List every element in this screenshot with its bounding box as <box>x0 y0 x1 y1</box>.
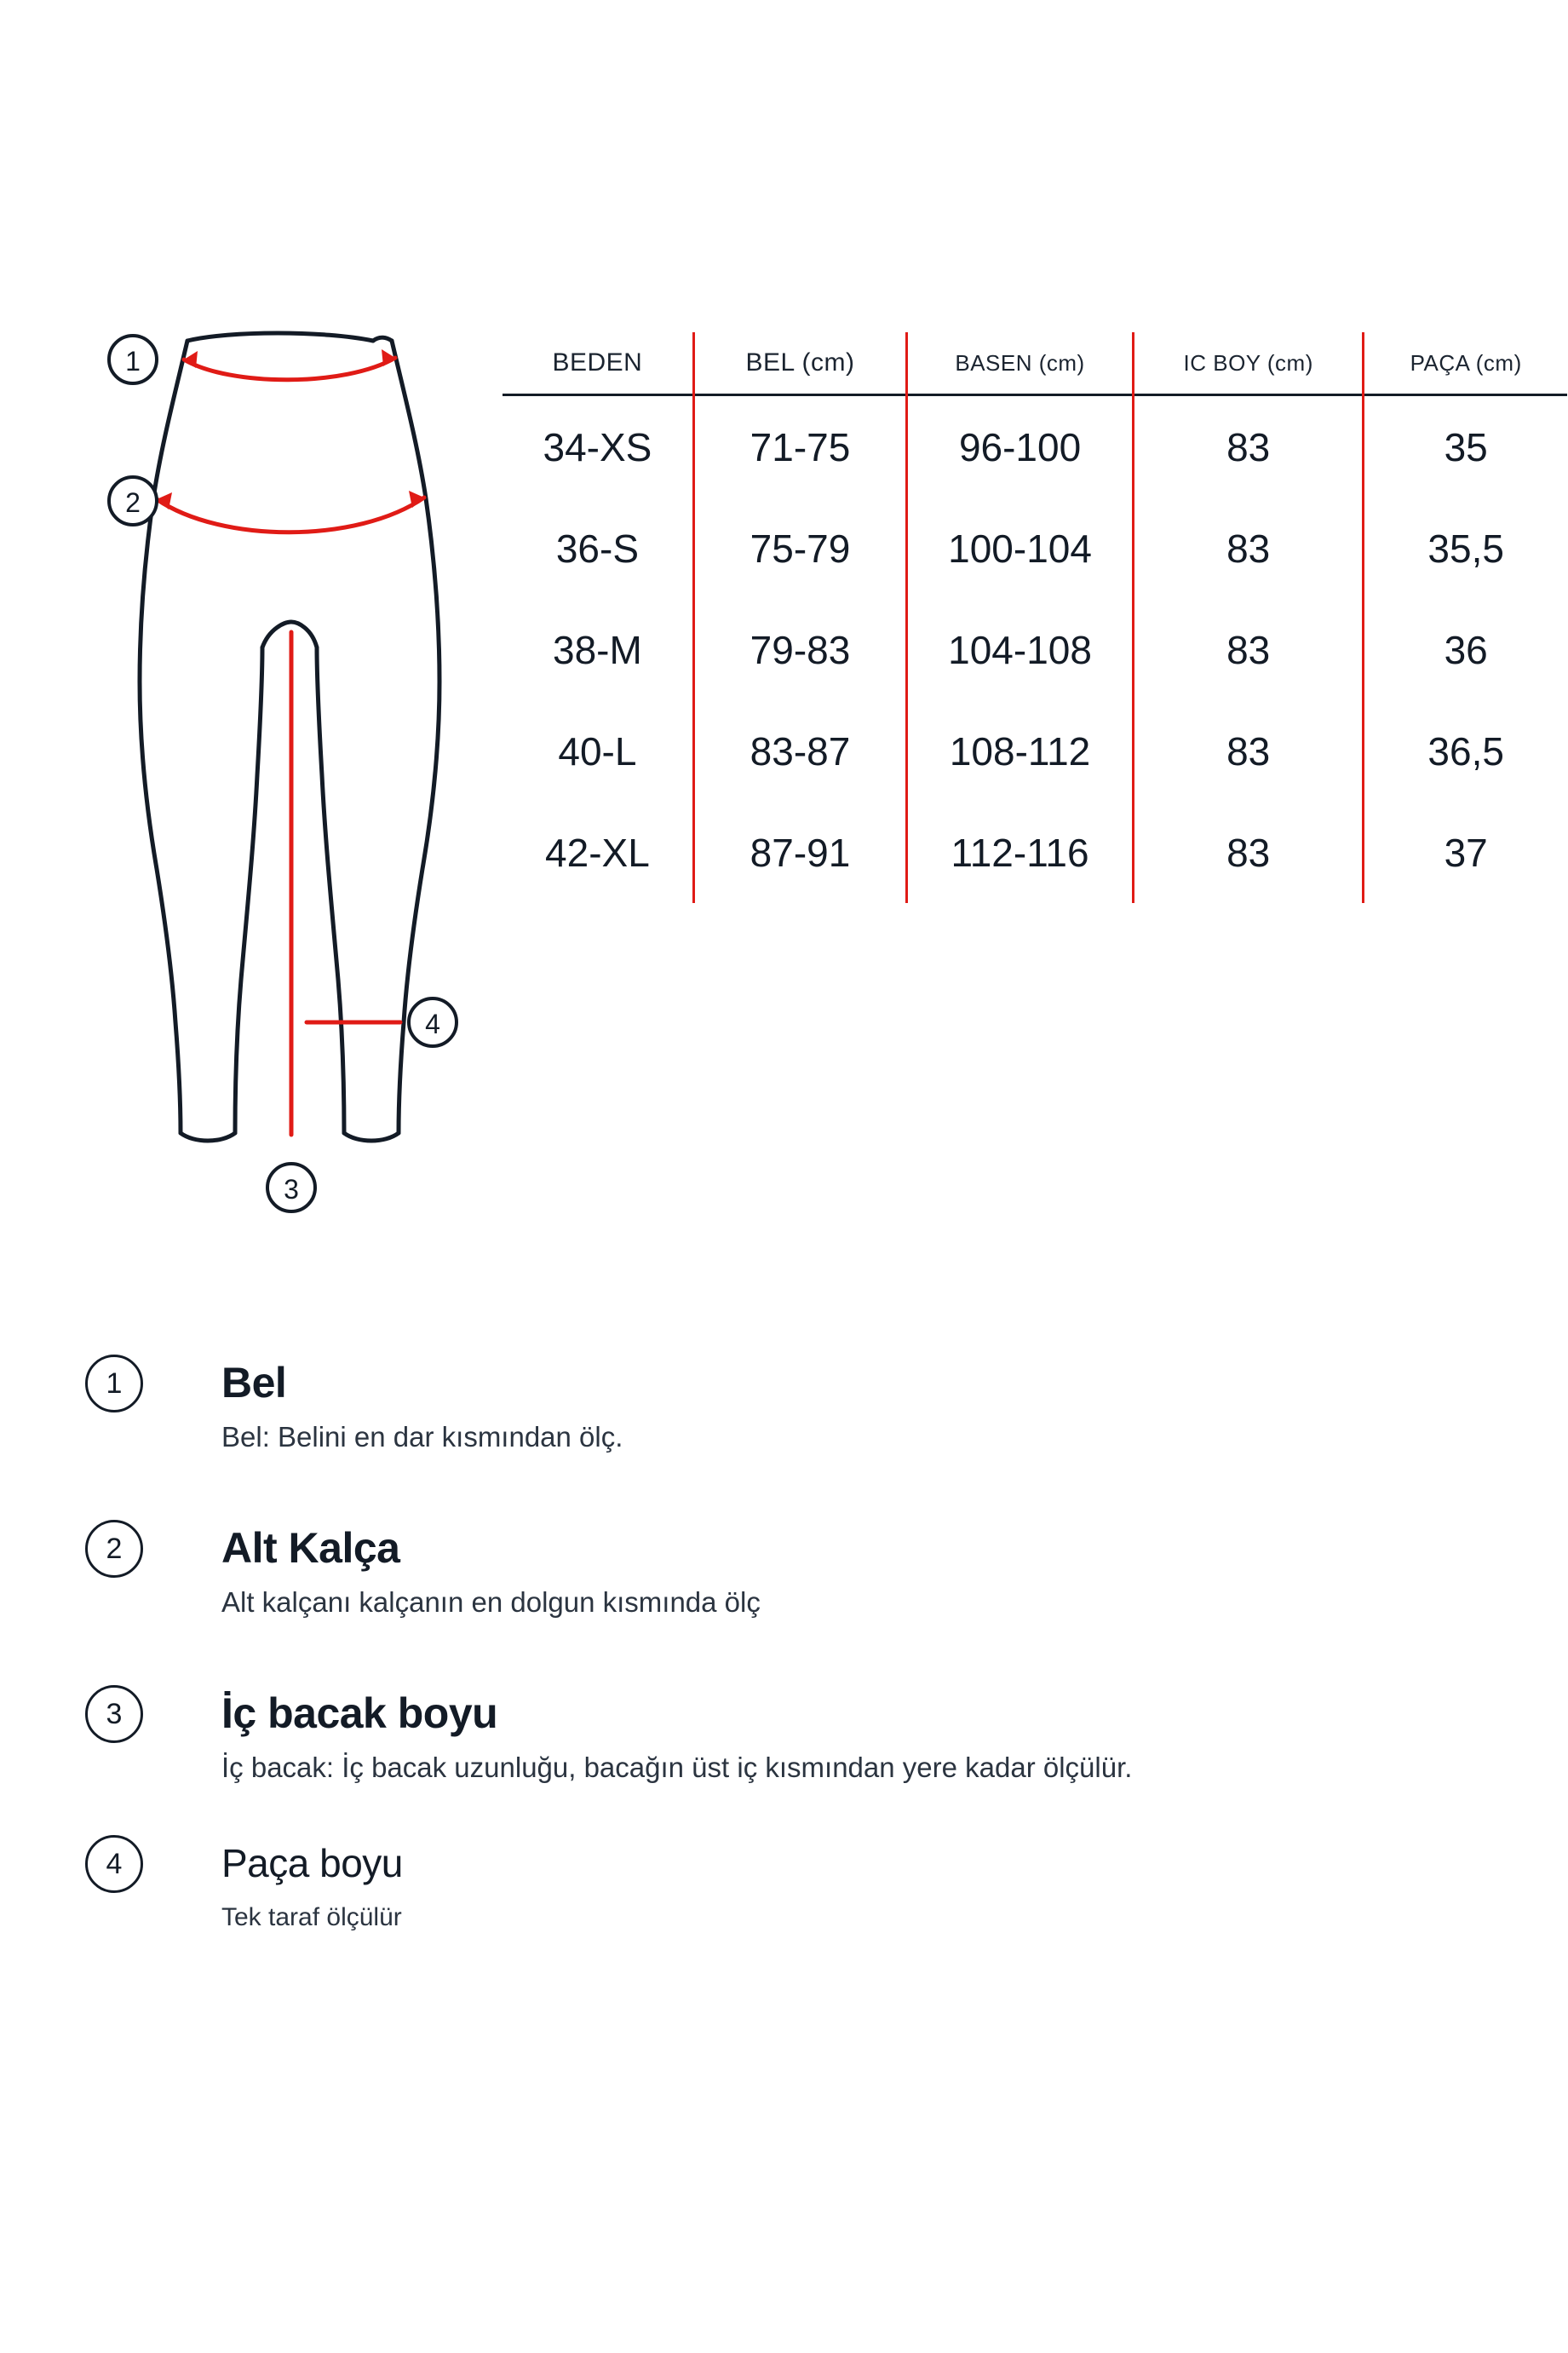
hip-measure-line <box>157 498 424 532</box>
legend-title-paca: Paça boyu <box>221 1841 403 1885</box>
cell-basen: 104-108 <box>907 599 1134 700</box>
table-row <box>503 802 1567 903</box>
legend-desc-alt-kalca: Alt kalçanı kalçanın en dolgun kısmında ölç <box>221 1586 761 1618</box>
legend-title-ic-bacak: İç bacak boyu <box>221 1689 498 1737</box>
legend-item-ic-bacak <box>0 1685 1568 1787</box>
table-row <box>503 395 1567 498</box>
legend-desc-bel: Bel: Belini en dar kısmından ölç. <box>221 1421 623 1453</box>
cell-ic-boy: 83 <box>1133 395 1363 498</box>
legend-badge-2: 2 <box>85 1520 143 1578</box>
cell-beden: 36-S <box>555 526 639 571</box>
legend-badge-4: 4 <box>85 1835 143 1893</box>
cell-paca: 37 <box>1364 802 1567 903</box>
callout-4 <box>409 998 457 1046</box>
cell-beden: 34-XS <box>543 424 652 469</box>
cell-bel: 79-83 <box>693 599 906 700</box>
cell-ic-boy: 83 <box>1133 599 1363 700</box>
legend-badge-1: 1 <box>85 1355 143 1412</box>
cell-paca: 35 <box>1364 395 1567 498</box>
legend-title-bel: Bel <box>221 1359 287 1407</box>
cell-ic-boy: 83 <box>1133 700 1363 802</box>
cell-bel: 71-75 <box>693 395 906 498</box>
table-row <box>503 498 1567 599</box>
cell-paca: 35,5 <box>1364 498 1567 599</box>
header-beden: BEDEN <box>552 348 643 377</box>
cell-beden: 40-L <box>558 728 637 774</box>
cell-basen: 108-112 <box>907 700 1134 802</box>
cell-bel: 87-91 <box>693 802 906 903</box>
cell-ic-boy: 83 <box>1133 498 1363 599</box>
legend-item-bel <box>0 1355 1568 1457</box>
table-row <box>503 700 1567 802</box>
legend-title-alt-kalca: Alt Kalça <box>221 1524 400 1572</box>
cell-bel: 83-87 <box>693 700 906 802</box>
cell-beden: 38-M <box>553 627 642 672</box>
cell-ic-boy: 83 <box>1133 802 1363 903</box>
header-basen: BASEN (cm) <box>907 332 1134 395</box>
header-bel: BEL (cm) <box>693 332 906 395</box>
svg-text:3: 3 <box>284 1174 299 1205</box>
measurement-lines <box>157 358 424 1135</box>
svg-text:2: 2 <box>125 487 141 518</box>
waist-measure-line <box>184 358 395 380</box>
cell-beden: 42-XL <box>545 830 650 875</box>
header-ic-boy: IC BOY (cm) <box>1133 332 1363 395</box>
legend-item-alt-kalca <box>0 1520 1568 1622</box>
legend-item-paca <box>0 1835 1568 1937</box>
size-table-head <box>503 332 1567 395</box>
size-table-body <box>503 395 1567 904</box>
cell-bel: 75-79 <box>693 498 906 599</box>
callout-2 <box>109 477 157 525</box>
size-table-container <box>503 332 1567 903</box>
callout-1 <box>109 336 157 383</box>
svg-text:4: 4 <box>425 1009 440 1039</box>
size-table <box>503 332 1567 903</box>
cell-paca: 36,5 <box>1364 700 1567 802</box>
size-table-header-row <box>503 332 1567 395</box>
measurement-legend <box>0 1329 1568 1946</box>
cell-paca: 36 <box>1364 599 1567 700</box>
legend-desc-paca: Tek taraf ölçülür <box>221 1903 402 1931</box>
legend-desc-ic-bacak: İç bacak: İç bacak uzunluğu, bacağın üst iç kısmından yere kadar ölçülür. <box>221 1752 1133 1783</box>
callout-3 <box>267 1164 315 1211</box>
cell-basen: 112-116 <box>907 802 1134 903</box>
cell-basen: 100-104 <box>907 498 1134 599</box>
header-paca: PAÇA (cm) <box>1364 332 1567 395</box>
cell-basen: 96-100 <box>907 395 1134 498</box>
measurement-arrowheads <box>157 349 424 509</box>
legend-badge-3: 3 <box>85 1685 143 1743</box>
svg-text:1: 1 <box>125 346 141 377</box>
table-row <box>503 599 1567 700</box>
